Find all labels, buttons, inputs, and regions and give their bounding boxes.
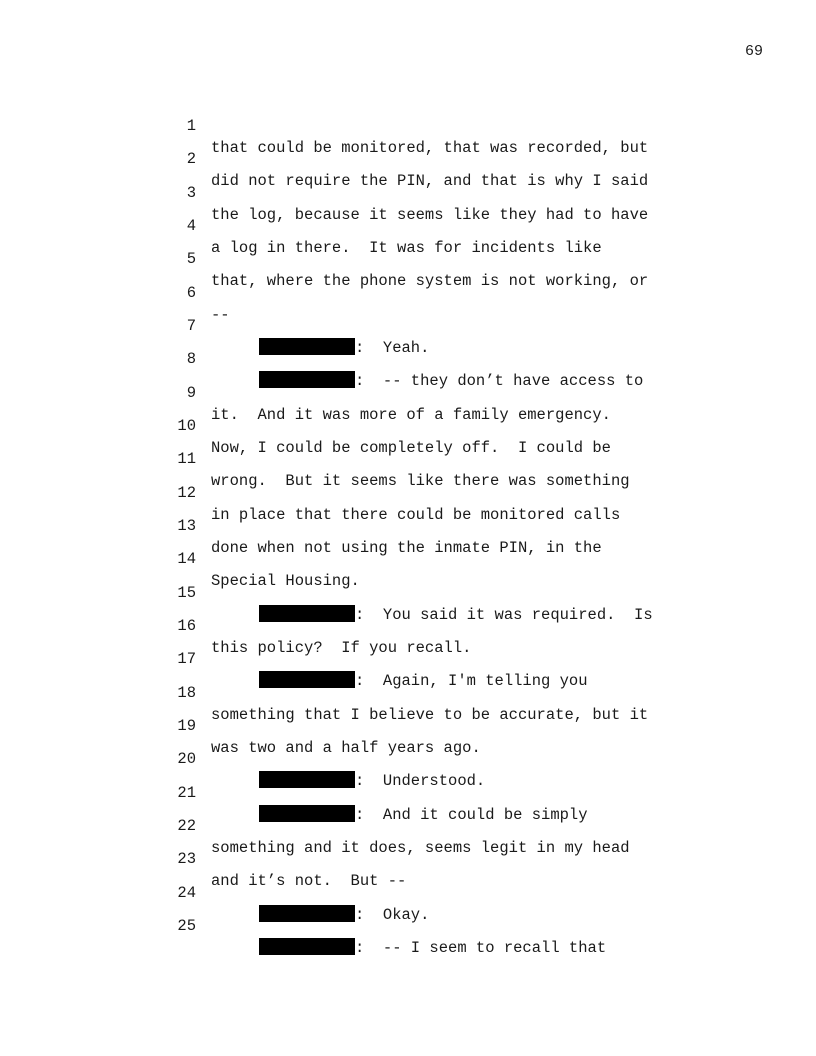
line-number: 18	[177, 683, 196, 702]
line-number: 12	[177, 483, 196, 502]
line-text: --	[211, 305, 230, 324]
line-number: 14	[177, 550, 196, 569]
transcript-line	[176, 693, 676, 757]
transcript-body	[176, 93, 676, 957]
line-text: : Again, I'm telling you	[355, 672, 588, 691]
line-text: a log in there. It was for incidents like	[211, 238, 602, 257]
line-number: 25	[177, 916, 196, 935]
transcript-line	[176, 126, 676, 191]
transcript-line	[176, 793, 676, 857]
speaker-line	[259, 937, 606, 959]
line-text: that could be monitored, that was recorded, but	[211, 139, 649, 157]
line-text: did not require the PIN, and that is why I said	[211, 172, 649, 191]
line-text: : Okay.	[355, 905, 430, 924]
transcript-line	[176, 560, 676, 624]
line-number: 10	[177, 416, 196, 435]
line-text: the log, because it seems like they had to have	[211, 205, 649, 224]
line-number: 3	[186, 183, 196, 202]
line-text: something and it does, seems legit in my head	[211, 838, 630, 857]
transcript-line	[176, 860, 676, 924]
transcript-line	[176, 93, 676, 157]
transcript-line	[176, 526, 676, 591]
transcript-line	[176, 893, 676, 957]
line-text: Now, I could be completely off. I could be	[211, 438, 611, 457]
line-number: 19	[177, 716, 196, 735]
transcript-line	[176, 393, 676, 457]
page-number: 69	[744, 43, 763, 60]
transcript-line	[176, 493, 676, 557]
transcript-line	[176, 726, 676, 791]
line-number: 21	[177, 783, 196, 802]
line-number: 1	[186, 117, 196, 135]
line-text: was two and a half years ago.	[211, 738, 481, 757]
line-number: 7	[186, 316, 196, 335]
line-text: : Yeah.	[355, 338, 430, 357]
line-number: 8	[186, 350, 196, 369]
transcript-line	[176, 660, 676, 724]
transcript-line	[176, 360, 676, 424]
line-text: in place that there could be monitored calls	[211, 505, 621, 524]
transcript-line	[176, 593, 676, 657]
line-number: 6	[186, 283, 196, 302]
line-number: 20	[177, 750, 196, 769]
line-number: 13	[177, 516, 196, 535]
transcript-line	[176, 293, 676, 357]
line-text: it. And it was more of a family emergency.	[211, 405, 611, 424]
line-number: 22	[177, 816, 196, 835]
transcript-line	[176, 160, 676, 224]
line-text: and it’s not. But --	[211, 872, 407, 891]
transcript-line	[176, 760, 676, 824]
line-text: this policy? If you recall.	[211, 638, 472, 657]
line-text: : Understood.	[355, 772, 486, 791]
line-number: 24	[177, 883, 196, 902]
transcript-line	[176, 426, 676, 491]
redacted-speaker-name	[259, 938, 355, 955]
transcript-line	[176, 193, 676, 257]
line-text: that, where the phone system is not working, or	[211, 272, 649, 291]
line-number: 15	[177, 583, 196, 602]
transcript-line	[176, 826, 676, 891]
line-number: 2	[186, 150, 196, 169]
transcript-line	[176, 326, 676, 391]
transcript-line	[176, 226, 676, 291]
line-text: : -- I seem to recall that	[355, 938, 607, 957]
line-number: 23	[177, 850, 196, 869]
line-number: 11	[177, 450, 196, 469]
line-number: 9	[186, 383, 196, 402]
line-text: Special Housing.	[211, 572, 360, 591]
transcript-line	[176, 260, 676, 324]
line-text: done when not using the inmate PIN, in the	[211, 538, 602, 557]
line-text: : And it could be simply	[355, 805, 588, 824]
line-text: wrong. But it seems like there was something	[211, 472, 630, 491]
transcript-line	[176, 460, 676, 524]
line-text: something that I believe to be accurate, but it	[211, 705, 649, 724]
line-number: 4	[186, 216, 196, 235]
line-number: 5	[186, 250, 196, 269]
line-text: : You said it was required. Is	[355, 605, 653, 624]
line-number: 17	[177, 650, 196, 669]
transcript-line	[176, 626, 676, 691]
line-number: 16	[177, 616, 196, 635]
line-text: : -- they don’t have access to	[355, 372, 644, 391]
